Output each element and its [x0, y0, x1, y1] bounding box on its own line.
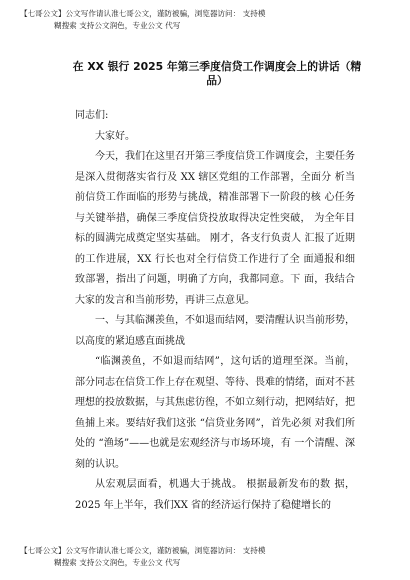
paragraph-macro: 从宏观层面看，机遇大于挑战。 根据最新发布的数 据，2025 年上半年，我们XX 省的经济运行保持了稳健增长的	[75, 479, 355, 511]
salutation: 同志们:	[75, 110, 109, 121]
footer-banner-line-2: 糊搜索 支持公文润色，专业公文 代写	[54, 558, 181, 567]
header-watermark-banner	[20, 8, 390, 32]
paragraph-intro: 今天，我们在这里召开第三季度信贷工作调度会，主要任务是深入贯彻落实省行及 XX 辖区党组的工作部署，全面分 析当前信贷工作面临的形势与挑战，精准部署下一阶段的核 心任务与关键举措，确保三季度信贷投放取得决定性突破， 为全年目标的圆满完成奠定坚实基础。 刚才，各支行负责人 汇报了近期的工作进展，XX 行长也对全行信贷工作进行了全 面通报和细致部署，指出了问题，明确了方向，我都同意。下 面，我结合大家的发言和当前形势，再讲三点意见。	[75, 151, 355, 306]
section-heading-1: 一、与其临渊羡鱼，不如退而结网，要清醒认识当前形势，以高度的紧迫感直面挑战	[75, 315, 355, 347]
greeting: 大家好。	[95, 130, 135, 142]
header-banner-line-1: 【七哥公文】公文写作请认准七哥公文，谨防被骗，浏览器访问： 支持模	[20, 9, 266, 18]
document-title: 在 XX 银行 2025 年第三季度信贷工作调度会上的讲话（精 品）	[72, 60, 362, 87]
footer-watermark-banner	[20, 545, 390, 569]
footer-banner-line-1: 【七哥公文】公文写作请认准七哥公文，谨防被骗，浏览器访问： 支持模	[20, 546, 266, 555]
document-body	[75, 106, 355, 516]
paragraph-metaphor: “临渊羡鱼，不如退而结网”，这句话的道理至深。当前，部分同志在信贷工作上存在观望、等待、畏难的情绪，面对不甚理想的投放数据，与其焦虑彷徨，不如立刻行动，把网结好，把鱼捕上来。要结好我们这张 “信贷业务网”，首先必须 对我们所处的 “渔场”——也就是宏观经济与市场环境，有 一个清醒、深刻的认识。	[75, 356, 355, 470]
header-banner-line-2: 糊搜索 支持公文润色，专业公文 代写	[54, 21, 181, 30]
